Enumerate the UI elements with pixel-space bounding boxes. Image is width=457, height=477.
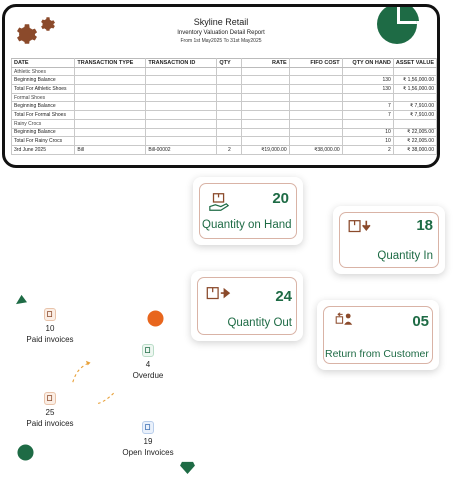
table-cell (217, 85, 242, 94)
table-cell: Beginning Balance (12, 128, 75, 137)
column-header: RATE (242, 59, 289, 68)
column-header: QTY (217, 59, 242, 68)
paid-invoices-count: 25 (45, 408, 55, 417)
table-cell (146, 137, 217, 146)
quantity-out-label: Quantity Out (227, 317, 292, 329)
table-cell: ₹ 1,56,000.00 (393, 76, 436, 85)
quantity-out-value: 24 (275, 288, 292, 305)
table-cell (242, 128, 289, 137)
box-in-icon (347, 218, 373, 236)
table-cell (75, 67, 146, 76)
table-cell (146, 85, 217, 94)
table-cell (75, 85, 146, 94)
dashed-connector-upper (70, 357, 98, 385)
table-cell: 10 (342, 128, 393, 137)
table-cell: Beginning Balance (12, 102, 75, 111)
return-from-customer-value: 05 (412, 313, 429, 330)
table-cell (289, 137, 342, 146)
table-header-row (12, 59, 437, 68)
table-cell (146, 119, 217, 128)
workflow-paid-invoices-2[interactable] (18, 392, 82, 429)
table-cell (146, 111, 217, 120)
table-cell: Bill-00002 (146, 145, 217, 154)
table-cell: 7 (342, 111, 393, 120)
table-cell (289, 93, 342, 102)
table-cell (393, 119, 436, 128)
table-cell (242, 102, 289, 111)
table-cell: Athletic Shoes (12, 67, 75, 76)
column-header: TRANSACTION TYPE (75, 59, 146, 68)
table-cell (242, 111, 289, 120)
table-cell (342, 93, 393, 102)
table-cell: Total For Rainy Crocs (12, 137, 75, 146)
box-hand-icon (208, 191, 230, 213)
workflow-paid-invoices-1[interactable] (18, 308, 82, 345)
table-cell (242, 67, 289, 76)
table-cell (393, 67, 436, 76)
quantity-in-label: Quantity In (377, 250, 433, 262)
open-invoices-count: 19 (143, 437, 153, 446)
invoice-doc-icon (44, 308, 56, 321)
quantity-out-card[interactable] (191, 271, 303, 341)
table-cell (146, 93, 217, 102)
column-header: FIFO COST (289, 59, 342, 68)
table-cell (289, 67, 342, 76)
overdue-label: Overdue (132, 371, 164, 380)
table-group-row (12, 93, 437, 102)
table-cell (146, 128, 217, 137)
table-cell (75, 137, 146, 146)
table-cell (217, 137, 242, 146)
table-cell: ₹ 22,005.00 (393, 128, 436, 137)
table-cell (393, 93, 436, 102)
table-cell: Total For Formal Shoes (12, 111, 75, 120)
table-cell: 2 (217, 145, 242, 154)
overdue-count: 4 (145, 360, 151, 369)
paid-invoices-label: Paid invoices (26, 419, 74, 428)
paid-invoices-count: 10 (45, 324, 55, 333)
table-cell (289, 102, 342, 111)
orange-dot-icon (147, 310, 164, 327)
table-cell: 130 (342, 76, 393, 85)
table-cell (75, 128, 146, 137)
table-total-row (12, 85, 437, 94)
table-cell: 2 (342, 145, 393, 154)
return-from-customer-card[interactable] (317, 300, 439, 370)
table-cell (242, 76, 289, 85)
quantity-in-value: 18 (416, 217, 433, 234)
table-cell (289, 128, 342, 137)
table-cell (242, 119, 289, 128)
table-cell (217, 128, 242, 137)
table-cell (217, 67, 242, 76)
table-cell: Bill (75, 145, 146, 154)
table-cell (289, 111, 342, 120)
table-cell (217, 93, 242, 102)
return-from-customer-label: Return from Customer (325, 348, 429, 360)
report-company: Skyline Retail (193, 17, 249, 27)
open-invoices-label: Open Invoices (122, 448, 174, 457)
workflow-open-invoices[interactable] (112, 421, 184, 458)
table-cell: Rainy Crocs (12, 119, 75, 128)
quantity-on-hand-card[interactable] (193, 177, 303, 245)
table-cell: Total For Athletic Shoes (12, 85, 75, 94)
table-cell (217, 76, 242, 85)
workflow-overdue[interactable] (118, 344, 178, 381)
quantity-in-card[interactable] (333, 206, 445, 274)
table-cell (75, 102, 146, 111)
table-cell: ₹ 1,56,000.00 (393, 85, 436, 94)
table-cell (217, 111, 242, 120)
table-cell (342, 67, 393, 76)
table-row (12, 76, 437, 85)
table-cell: 3rd June 2025 (12, 145, 75, 154)
report-period: From 1st May2025 To 31st May2025 (180, 38, 262, 44)
dashed-connector-lower (96, 389, 118, 407)
table-cell: 7 (342, 102, 393, 111)
table-cell (242, 137, 289, 146)
column-header: QTY ON HAND (342, 59, 393, 68)
table-cell: ₹ 38,000.00 (393, 145, 436, 154)
box-out-icon (205, 285, 233, 303)
table-cell (242, 93, 289, 102)
report-card (2, 4, 440, 168)
table-cell: 10 (342, 137, 393, 146)
table-total-row (12, 111, 437, 120)
table-cell (289, 85, 342, 94)
table-cell (75, 111, 146, 120)
column-header: TRANSACTION ID (146, 59, 217, 68)
table-cell (146, 102, 217, 111)
table-group-row (12, 119, 437, 128)
table-cell (146, 67, 217, 76)
table-row (12, 145, 437, 154)
table-cell: ₹ 22,005.00 (393, 137, 436, 146)
table-cell (289, 76, 342, 85)
invoice-doc-icon (44, 392, 56, 405)
table-cell: ₹ 7,910.00 (393, 111, 436, 120)
overdue-doc-icon (142, 344, 154, 357)
table-cell (146, 76, 217, 85)
quantity-on-hand-value: 20 (272, 190, 289, 207)
table-cell (75, 119, 146, 128)
table-cell: ₹19,000.00 (242, 145, 289, 154)
table-group-row (12, 67, 437, 76)
column-header: ASSET VALUE (393, 59, 436, 68)
green-dot-icon (17, 444, 34, 461)
table-cell (217, 119, 242, 128)
table-cell: ₹ 7,910.00 (393, 102, 436, 111)
report-title: Inventory Valuation Detail Report (177, 30, 265, 36)
report-table (11, 58, 437, 155)
column-header: DATE (12, 59, 75, 68)
paid-invoices-label: Paid invoices (26, 335, 74, 344)
table-cell: Formal Shoes (12, 93, 75, 102)
table-cell (217, 102, 242, 111)
diamond-icon (180, 461, 195, 474)
table-cell (342, 119, 393, 128)
table-row (12, 102, 437, 111)
table-cell (289, 119, 342, 128)
table-cell: Beginning Balance (12, 76, 75, 85)
quantity-on-hand-label: Quantity on Hand (202, 219, 292, 231)
table-total-row (12, 137, 437, 146)
table-cell: ₹38,000.00 (289, 145, 342, 154)
customer-return-icon (335, 312, 355, 328)
table-cell (75, 93, 146, 102)
open-invoice-doc-icon (142, 421, 154, 434)
table-row (12, 128, 437, 137)
table-cell (242, 85, 289, 94)
green-triangle-icon (16, 294, 27, 305)
table-cell (75, 76, 146, 85)
table-cell: 130 (342, 85, 393, 94)
